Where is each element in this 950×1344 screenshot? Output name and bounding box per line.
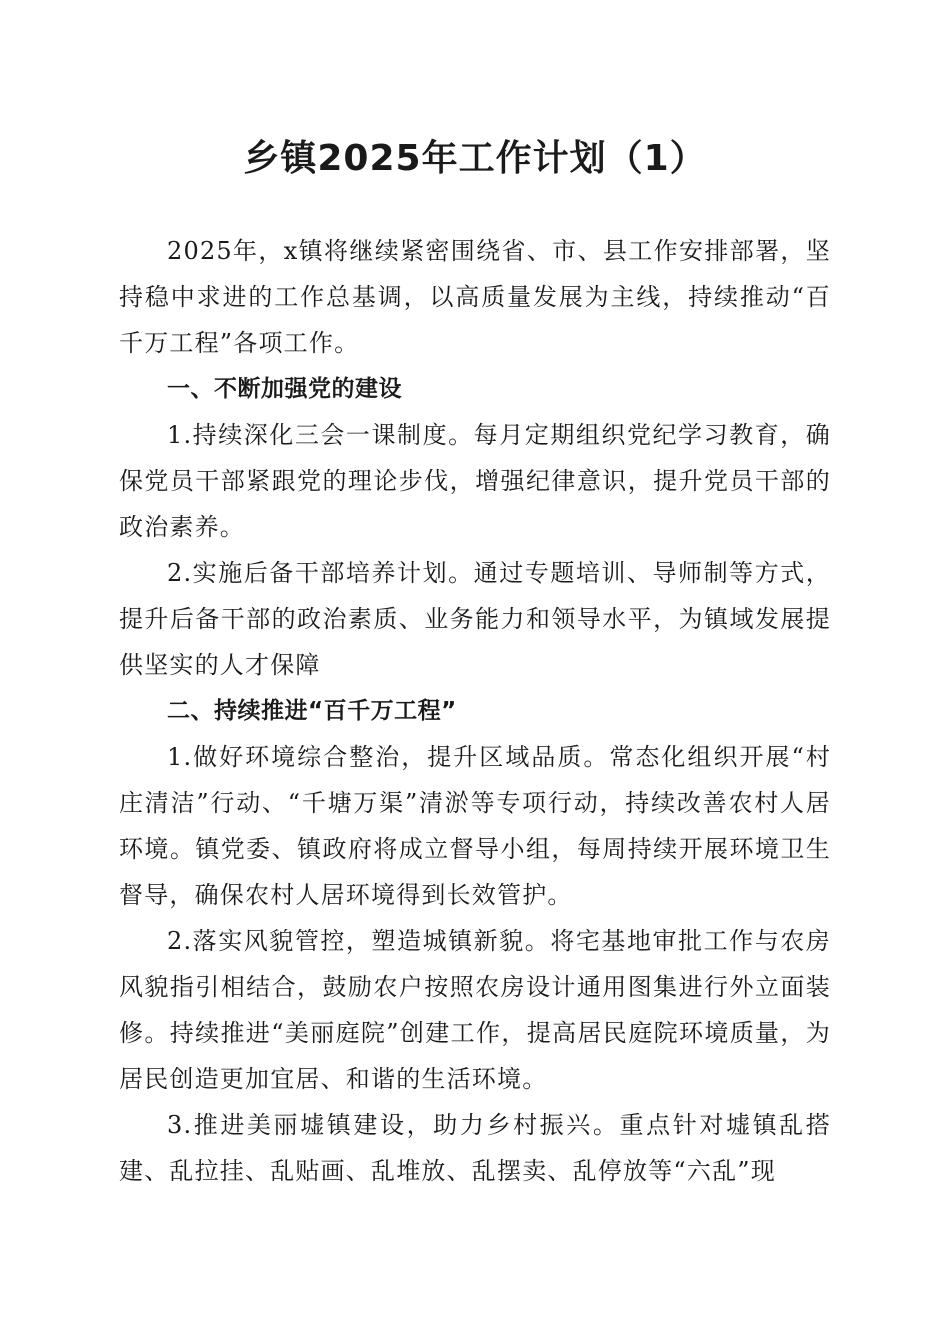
section-heading-party-building: 一、不断加强党的建设 — [167, 376, 402, 402]
section-1-paragraph-2: 2.实施后备干部培养计划。通过专题培训、导师制等方式，提升后备干部的政治素质、业务能力和领导水平，为镇域发展提供坚实的人才保障 — [119, 559, 831, 679]
intro-paragraph: 2025年，x镇将继续紧密围绕省、市、县工作安排部署，坚持稳中求进的工作总基调，以高质量发展为主线，持续推动“百千万工程”各项工作。 — [119, 237, 831, 357]
section-2-paragraph-3: 3.推进美丽墟镇建设，助力乡村振兴。重点针对墟镇乱搭建、乱拉挂、乱贴画、乱堆放、乱摆卖、乱停放等“六乱”现 — [119, 1111, 831, 1185]
document-title: 乡镇2025年工作计划（1） — [243, 138, 707, 179]
section-heading-project: 二、持续推进“百千万工程” — [167, 698, 457, 724]
section-2-paragraph-1: 1.做好环境综合整治，提升区域品质。常态化组织开展“村庄清洁”行动、“千塘万渠”清淤等专项行动，持续改善农村人居环境。镇党委、镇政府将成立督导小组，每周持续开展环境卫生督导，确保农村人居环境得到长效管护。 — [119, 743, 831, 909]
document-body — [119, 228, 831, 1194]
section-2-paragraph-2: 2.落实风貌管控，塑造城镇新貌。将宅基地审批工作与农房风貌指引相结合，鼓励农户按照农房设计通用图集进行外立面装修。持续推进“美丽庭院”创建工作，提高居民庭院环境质量，为居民创造更加宜居、和谐的生活环境。 — [119, 927, 831, 1093]
section-1-paragraph-1: 1.持续深化三会一课制度。每月定期组织党纪学习教育，确保党员干部紧跟党的理论步伐，增强纪律意识，提升党员干部的政治素养。 — [119, 421, 831, 541]
